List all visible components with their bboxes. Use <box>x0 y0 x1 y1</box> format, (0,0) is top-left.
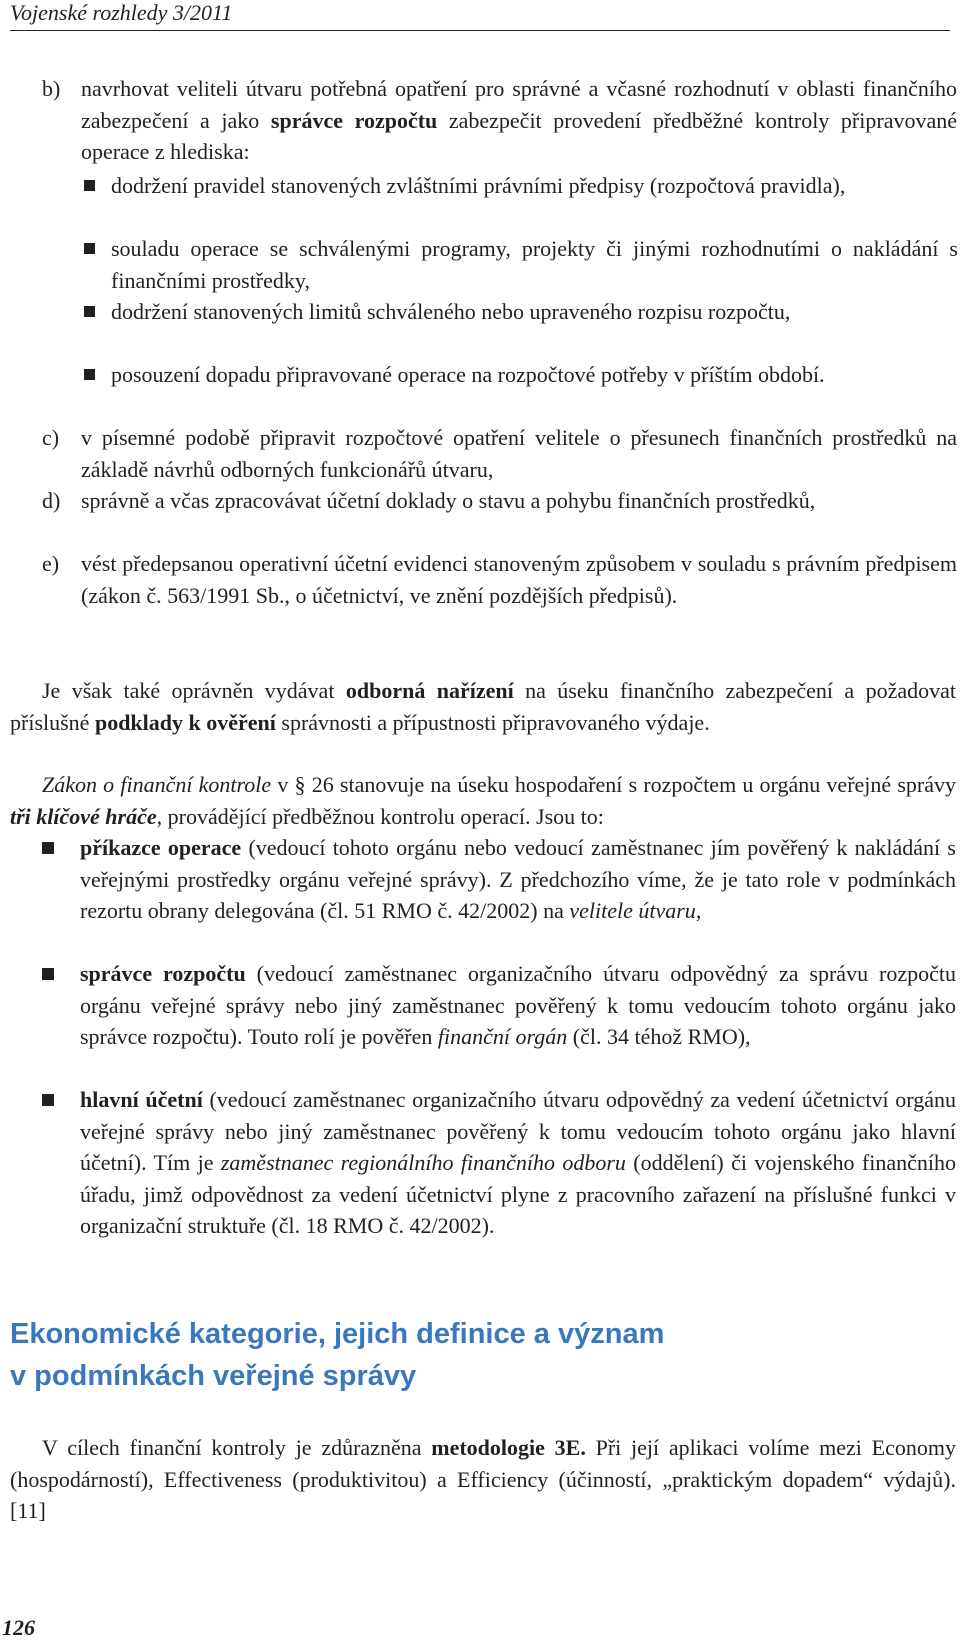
paragraph: Zákon o finanční kontrole v § 26 stanovuje na úseku hospodaření s rozpočtem u orgánu veřejné správy tři klíčové hráče, provádějící předběžnou kontrolu operací. Jsou to: <box>10 772 957 829</box>
list-item-c: c) v písemné podobě připravit rozpočtové opatření velitele o přesunech finančních prostředků na základě návrhů odborných funkcionářů útvaru, <box>42 422 957 485</box>
list-marker: e) <box>42 551 60 576</box>
running-header <box>10 0 950 31</box>
bullet-item: souladu operace se schválenými programy, projekty či jinými rozhodnutími o nakládání s finančními prostředky, <box>84 233 958 296</box>
list-marker: b) <box>42 76 61 101</box>
bullet-item: dodržení pravidel stanovených zvláštními právními předpisy (rozpočtová pravidla), <box>84 170 958 202</box>
list-item-e: e) vést předepsanou operativní účetní evidenci stanoveným způsobem v souladu s právním předpisem (zákon č. 563/1991 Sb., o účetnictví, ve znění pozdějších předpisů). <box>42 548 957 611</box>
list-item-d: d) správně a včas zpracovávat účetní doklady o stavu a pohybu finančních prostředků, <box>42 485 957 517</box>
square-bullet-icon <box>84 180 95 191</box>
bold-term: správce rozpočtu <box>80 961 246 986</box>
square-bullet-icon <box>42 1094 54 1106</box>
role-item: správce rozpočtu (vedoucí zaměstnanec organizačního útvaru odpovědný za správu rozpočtu orgánu veřejné správy nebo jiný zaměstnanec pověřený k tomu vedoucím tohoto orgánu jako správce rozpočtu). Touto rolí je pověřen finanční orgán (čl. 34 téhož RMO), <box>42 958 956 1053</box>
bold-term: odborná nařízení <box>345 678 514 703</box>
italic-term: zaměstnanec regionálního finančního odboru <box>220 1150 626 1175</box>
square-bullet-icon <box>84 306 95 317</box>
role-item: příkazce operace (vedoucí tohoto orgánu nebo vedoucí zaměstnanec jím pověřený k nakládání s veřejnými prostředky orgánu veřejné správy). Z předchozího víme, že je tato role v podmínkách rezortu obrany delegována (čl. 51 RMO č. 42/2002) na velitele útvaru, <box>42 832 956 927</box>
list-marker: d) <box>42 488 61 513</box>
role-item: hlavní účetní (vedoucí zaměstnanec organizačního útvaru odpovědný za vedení účetnictví orgánu veřejné správy nebo jiný zaměstnanec pověřený k tomu vedoucím tohoto orgánu jako hlavní účetní). Tím je zaměstnanec regionálního finančního odboru (oddělení) či vojenského finančního úřadu, jimž odpovědnost za vedení účetnictví plyne z pracovního zařazení na příslušné funkci v organizační struktuře (čl. 18 RMO č. 42/2002). <box>42 1084 956 1242</box>
square-bullet-icon <box>42 968 54 980</box>
italic-term: Zákon o finanční kontrole <box>42 772 272 797</box>
list-item-b <box>42 73 957 168</box>
square-bullet-icon <box>84 369 95 380</box>
paragraph: Je však také oprávněn vydávat odborná nařízení na úseku finančního zabezpečení a požadovat příslušné podklady k ověření správnosti a přípustnosti připravovaného výdaje. <box>10 678 956 735</box>
bullet-item: posouzení dopadu připravované operace na rozpočtové potřeby v příštím období. <box>84 359 958 391</box>
list-marker: c) <box>42 425 60 450</box>
list-text: navrhovat veliteli útvaru potřebná opatření pro správné a včasné rozhodnutí v oblasti finančního zabezpečení a jako správce rozpočtu zabezpečit provedení předběžné kontroly připravované operace z hlediska: <box>81 76 957 164</box>
bold-term: metodologie 3E. <box>431 1435 586 1460</box>
page-number: 126 <box>2 1615 35 1640</box>
italic-term: velitele útvaru <box>569 898 696 923</box>
bold-term: podklady k ověření <box>94 709 276 735</box>
journal-title: Vojenské rozhledy 3/2011 <box>10 0 233 25</box>
bold-term: správce rozpočtu <box>270 107 438 133</box>
italic-term: finanční orgán <box>437 1024 568 1049</box>
section-heading: Ekonomické kategorie, jejich definice a význam v podmínkách veřejné správy <box>10 1318 665 1392</box>
bullet-item: dodržení stanovených limitů schváleného nebo upraveného rozpisu rozpočtu, <box>84 296 958 328</box>
bold-italic-term: tři klíčové hráče <box>10 803 157 829</box>
bold-term: příkazce operace <box>80 835 242 860</box>
square-bullet-icon <box>84 243 95 254</box>
square-bullet-icon <box>42 842 54 854</box>
paragraph: V cílech finanční kontroly je zdůrazněna metodologie 3E. Při její aplikaci volíme mezi Economy (hospodárností), Effectiveness (produktivitou) a Efficiency (účinností, „praktickým dopadem“ výdajů). [11] <box>10 1435 957 1523</box>
bold-term: hlavní účetní <box>80 1087 203 1112</box>
